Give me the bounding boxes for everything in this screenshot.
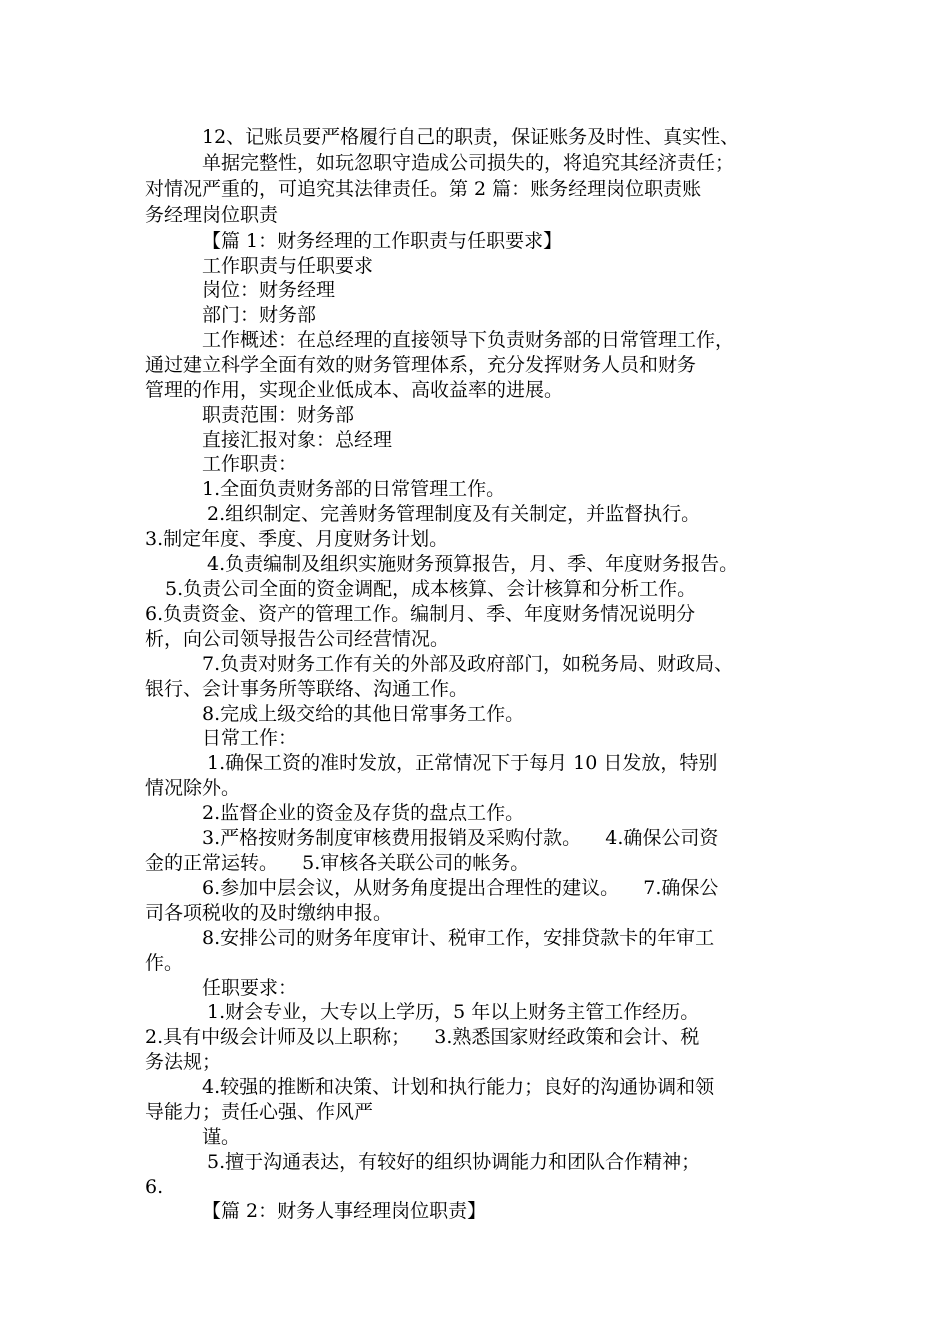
text-line: 职责范围：财务部 (202, 404, 355, 426)
text-line: 1.确保工资的准时发放，正常情况下于每月 10 日发放，特别 (207, 752, 718, 774)
text-line: 日常工作： (202, 727, 298, 749)
text-line: 岗位：财务经理 (202, 279, 336, 301)
text-line: 6. (145, 1176, 164, 1198)
text-line: 析，向公司领导报告公司经营情况。 (145, 628, 450, 650)
text-line: 7.负责对财务工作有关的外部及政府部门，如税务局、财政局、 (202, 653, 734, 675)
text-line: 银行、会计事务所等联络、沟通工作。 (145, 678, 469, 700)
text-line: 6.参加中层会议，从财务角度提出合理性的建议。 7.确保公 (202, 877, 719, 899)
text-line: 4.较强的推断和决策、计划和执行能力；良好的沟通协调和领 (202, 1076, 715, 1098)
text-line: 通过建立科学全面有效的财务管理体系，充分发挥财务人员和财务 (145, 354, 697, 376)
text-line: 5.擅于沟通表达，有较好的组织协调能力和团队合作精神； (207, 1151, 701, 1173)
text-line: 1.全面负责财务部的日常管理工作。 (202, 478, 506, 500)
text-line: 直接汇报对象：总经理 (202, 429, 393, 451)
text-line: 单据完整性，如玩忽职守造成公司损失的，将追究其经济责任； (202, 152, 735, 174)
text-line: 8.完成上级交给的其他日常事务工作。 (202, 703, 525, 725)
text-line: 部门：财务部 (202, 304, 317, 326)
text-line: 管理的作用，实现企业低成本、高收益率的进展。 (145, 379, 564, 401)
text-line: 金的正常运转。 5.审核各关联公司的帐务。 (145, 852, 530, 874)
text-line: 6.负责资金、资产的管理工作。编制月、季、年度财务情况说明分 (145, 603, 696, 625)
text-line: 2.具有中级会计师及以上职称； 3.熟悉国家财经政策和会计、税 (145, 1026, 700, 1048)
text-line: 5.负责公司全面的资金调配，成本核算、会计核算和分析工作。 (165, 578, 697, 600)
text-line: 对情况严重的，可追究其法律责任。第 2 篇：账务经理岗位职责账 (145, 178, 702, 200)
text-line: 任职要求： (202, 977, 298, 999)
text-line: 3.制定年度、季度、月度财务计划。 (145, 528, 449, 550)
text-line: 务经理岗位职责 (145, 204, 279, 226)
text-line: 作。 (145, 952, 184, 974)
text-line: 务法规； (145, 1051, 222, 1073)
text-line: 4.负责编制及组织实施财务预算报告，月、季、年度财务报告。 (207, 553, 739, 575)
text-line: 2.监督企业的资金及存货的盘点工作。 (202, 802, 525, 824)
text-line: 工作职责与任职要求 (202, 255, 374, 277)
text-line: 3.严格按财务制度审核费用报销及采购付款。 4.确保公司资 (202, 827, 719, 849)
text-line: 情况除外。 (145, 777, 241, 799)
text-line: 工作概述：在总经理的直接领导下负责财务部的日常管理工作， (202, 329, 735, 351)
section-heading: 【篇 2：财务人事经理岗位职责】 (202, 1200, 487, 1222)
text-line: 谨。 (202, 1126, 241, 1148)
section-heading: 【篇 1：财务经理的工作职责与任职要求】 (202, 230, 563, 252)
text-line: 工作职责： (202, 453, 298, 475)
text-line: 1.财会专业，大专以上学历，5 年以上财务主管工作经历。 (207, 1001, 700, 1023)
text-line: 司各项税收的及时缴纳申报。 (145, 902, 393, 924)
text-line: 12、记账员要严格履行自己的职责，保证账务及时性、真实性、 (202, 126, 740, 148)
text-line: 8.安排公司的财务年度审计、税审工作，安排贷款卡的年审工 (202, 927, 715, 949)
text-line: 导能力；责任心强、作风严 (145, 1101, 374, 1123)
text-line: 2.组织制定、完善财务管理制度及有关制定，并监督执行。 (207, 503, 701, 525)
